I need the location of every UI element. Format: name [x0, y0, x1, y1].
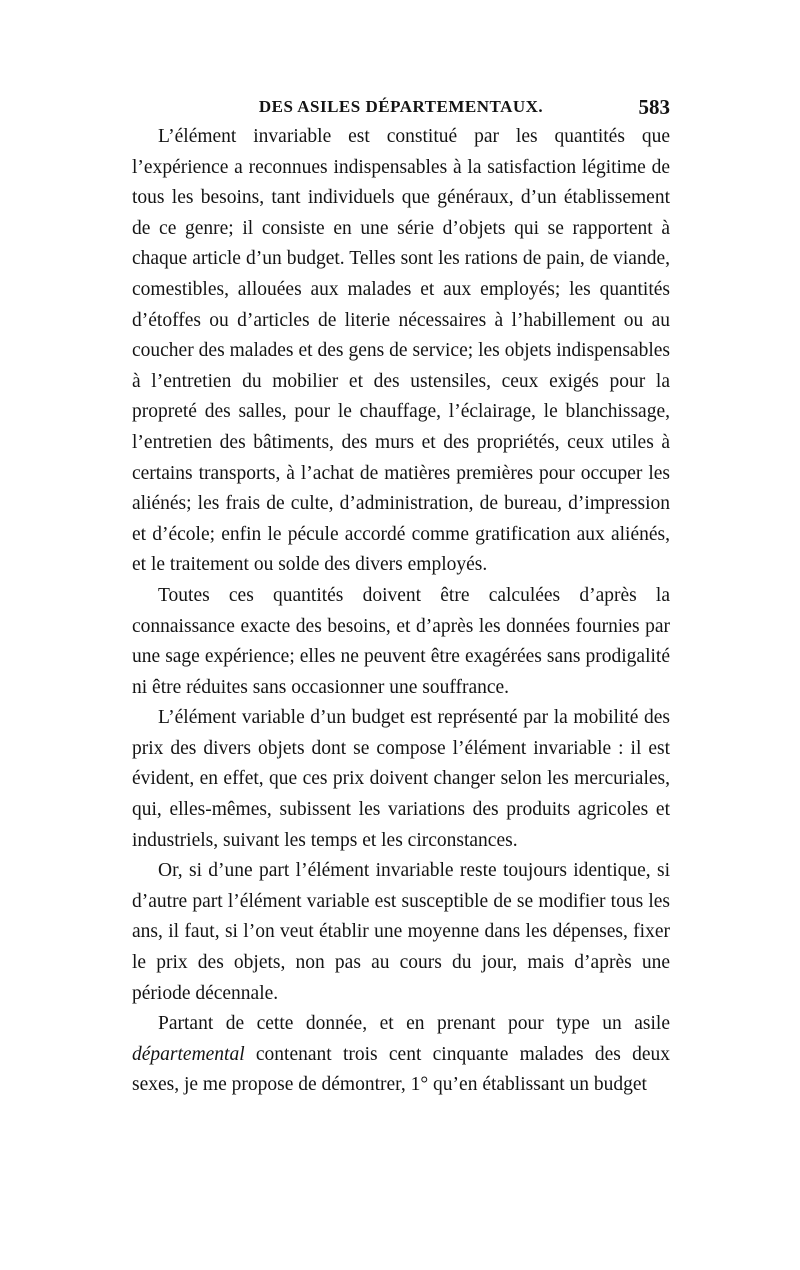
paragraph-text-end: contenant trois cent cinquante malades des deux sexes, je me propose de démontrer, 1° qu’en établissant un budget	[132, 1043, 670, 1096]
paragraph-quantities: Toutes ces quantités doivent être calculées d’après la connaissance exacte des besoins, et d’après les données fournies par une sage expérience; elles ne peuvent être exagérées sans prodigalité ni être réduites sans occasionner une souffrance.	[132, 584, 670, 698]
paragraph-variable-element: L’élément variable d’un budget est représenté par la mobilité des prix des divers objets dont se compose l’élément invariable : il est évident, en effet, que ces prix doivent changer selon les mercuriales, qui, elles-mêmes, subissent les variations des produits agricoles et industriels, suivant les temps et les circonstances.	[132, 707, 670, 851]
running-title: DES ASILES DÉPARTEMENTAUX.	[258, 97, 544, 116]
paragraph-asylum-type	[132, 1009, 670, 1101]
page-number: 583	[638, 95, 670, 119]
paragraph-invariable-element: L’élément invariable est constitué par les quantités que l’expérience a reconnues indispensables à la satisfaction légitime de tous les besoins, tant individuels que généraux, d’un établissement de ce genre; il consiste en une série d’objets qui se rapportent à chaque article d’un budget. Telles sont les rations de pain, de viande, comestibles, allouées aux malades et aux employés; les quantités d’étoffes ou d’articles de literie nécessaires à l’habillement ou au coucher des malades et des gens de service; les objets indispensables à l’entretien du mobilier et des ustensiles, ceux exigés pour la propreté des salles, pour le chauffage, l’éclairage, le blanchissage, l’entretien des bâtiments, des murs et des propriétés, ceux utiles à certains transports, à l’achat de matières premières pour occuper les aliénés; les frais de culte, d’administration, de bureau, d’impression et d’école; enfin le pécule accordé comme gratification aux aliénés, et le traitement ou solde des divers employés.	[132, 126, 670, 576]
paragraph-decennial-period: Or, si d’une part l’élément invariable reste toujours identique, si d’autre part l’élément variable est susceptible de se modifier tous les ans, il faut, si l’on veut établir une moyenne dans les dépenses, fixer le prix des objets, non pas au cours du jour, mais d’après une période décennale.	[132, 860, 670, 1004]
italic-term: départemental	[132, 1043, 245, 1065]
running-head	[132, 92, 670, 122]
body-text	[132, 122, 670, 1101]
paragraph-text-start: Partant de cette donnée, et en prenant pour type un asile	[158, 1013, 670, 1035]
